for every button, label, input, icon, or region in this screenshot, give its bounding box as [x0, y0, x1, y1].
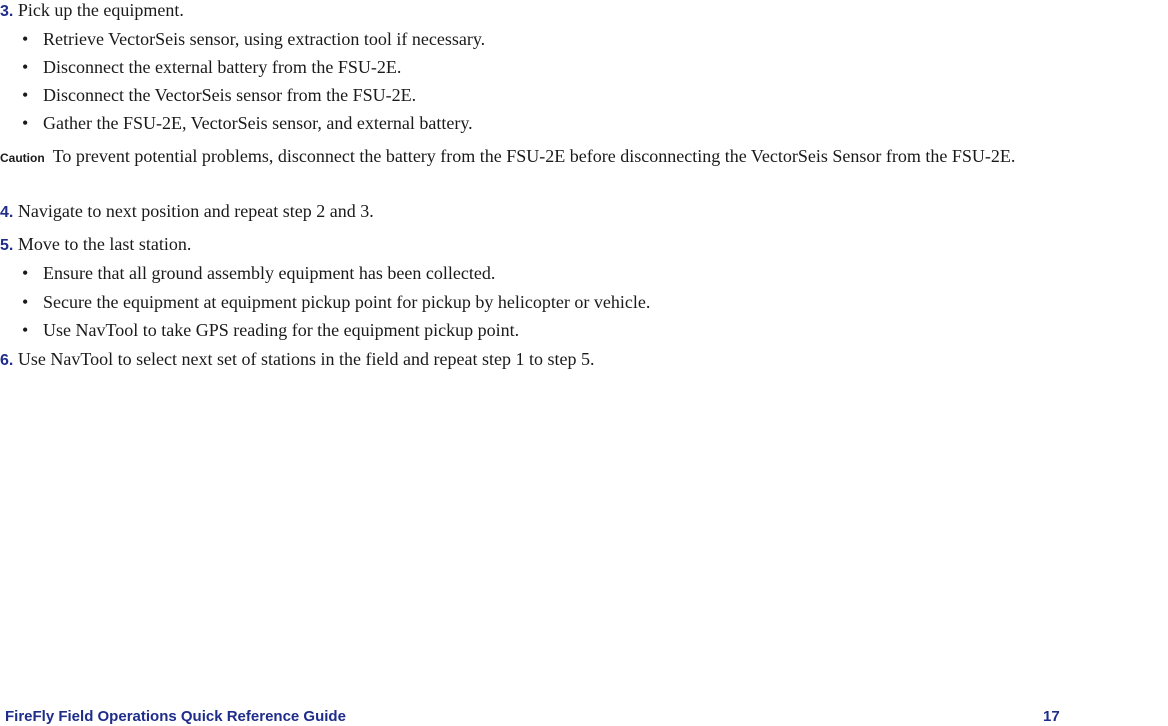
- step-text: Navigate to next position and repeat step 2 and 3.: [17, 201, 374, 221]
- bullet-icon: •: [22, 29, 29, 49]
- list-item-text: Disconnect the external battery from the FSU-2E.: [43, 57, 402, 77]
- step-4: [0, 200, 374, 224]
- list-item: [22, 56, 401, 78]
- step-text: Pick up the equipment.: [17, 0, 184, 20]
- bullet-icon: •: [22, 85, 29, 105]
- list-item-text: Ensure that all ground assembly equipment has been collected.: [43, 263, 496, 283]
- step-text: Use NavTool to select next set of stations in the field and repeat step 1 to step 5.: [17, 349, 595, 369]
- bullet-icon: •: [22, 57, 29, 77]
- step-6: [0, 348, 594, 372]
- step-text: Move to the last station.: [17, 234, 192, 254]
- step-number: 5.: [0, 237, 14, 254]
- step-number: 4.: [0, 204, 14, 221]
- list-item: [22, 319, 519, 341]
- list-item-text: Retrieve VectorSeis sensor, using extraction tool if necessary.: [43, 29, 486, 49]
- list-item: [22, 28, 485, 50]
- caution-label: Caution: [0, 151, 45, 165]
- bullet-icon: •: [22, 263, 29, 283]
- list-item: [22, 112, 473, 134]
- page-number: 17: [1043, 708, 1060, 725]
- list-item-text: Secure the equipment at equipment pickup point for pickup by helicopter or vehicle.: [43, 292, 651, 312]
- list-item-text: Gather the FSU-2E, VectorSeis sensor, and external battery.: [43, 113, 473, 133]
- footer-title: FireFly Field Operations Quick Reference Guide: [5, 708, 346, 725]
- step-number: 6.: [0, 352, 14, 369]
- list-item: [22, 84, 416, 106]
- list-item: [22, 291, 650, 313]
- step-3: [0, 0, 184, 23]
- list-item-text: Use NavTool to take GPS reading for the equipment pickup point.: [43, 320, 520, 340]
- caution-text: To prevent potential problems, disconnect the battery from the FSU-2E before disconnecting the VectorSeis Sensor from the FSU-2E.: [52, 146, 1016, 166]
- list-item: [22, 262, 495, 284]
- bullet-icon: •: [22, 320, 29, 340]
- bullet-icon: •: [22, 113, 29, 133]
- bullet-icon: •: [22, 292, 29, 312]
- step-number: 3.: [0, 3, 14, 20]
- step-5: [0, 233, 191, 257]
- caution-note: [0, 145, 1168, 170]
- list-item-text: Disconnect the VectorSeis sensor from the FSU-2E.: [43, 85, 417, 105]
